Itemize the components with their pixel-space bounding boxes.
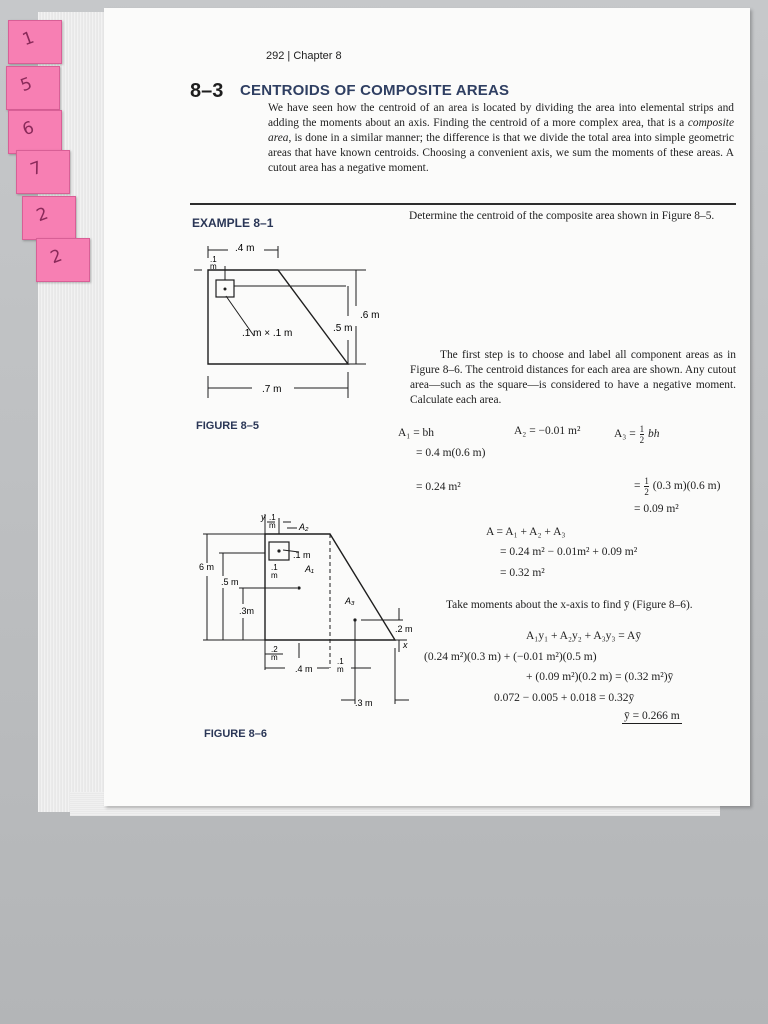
figure-8-6-diagram [195, 508, 430, 713]
fraction-numerator: 1 [639, 424, 645, 434]
dim-2m: .2 m [395, 624, 413, 634]
dim-1-bottom: m [269, 521, 276, 530]
figure-8-5-caption: FIGURE 8–5 [196, 420, 259, 432]
dim-6: 6 m [199, 562, 215, 572]
dim-top-label: .4 m [235, 243, 255, 254]
dim-height-label: .6 m [360, 310, 380, 321]
fraction-denominator: 2 [639, 435, 645, 445]
running-head: 292 | Chapter 8 [266, 50, 342, 62]
sticky-tab [8, 20, 62, 64]
fraction-numerator: 1 [644, 476, 649, 486]
sticky-tab [22, 196, 76, 240]
centroid-a1-dot [297, 586, 300, 589]
sticky-tab-mark: 2 [47, 245, 65, 269]
sticky-tab [16, 150, 70, 194]
sticky-tab-mark: 7 [27, 157, 45, 181]
section-title: CENTROIDS OF COMPOSITE AREAS [240, 82, 510, 99]
eq-moment-line1: A₁y₁ + A₂y₂ + A₃y₃ = Aȳ [526, 630, 642, 642]
x-axis-label: x [403, 640, 408, 650]
dim-mid-height-label: .5 m [333, 323, 353, 334]
eq-a3-suffix: bh [647, 428, 660, 441]
eq-moment-line3: + (0.09 m²)(0.2 m) = (0.32 m²)ȳ [526, 671, 674, 683]
eq-moment-line2: (0.24 m²)(0.3 m) + (−0.01 m²)(0.5 m) [424, 651, 597, 663]
figure-8-5-diagram [190, 236, 390, 406]
eq-a1-line2: = 0.4 m(0.6 m) [416, 447, 486, 459]
dim-1b-bottom: m [337, 665, 344, 674]
eq-result: ȳ = 0.266 m [624, 710, 680, 722]
eq-sum-line1: A = A₁ + A₂ + A₃ [486, 526, 566, 538]
example-problem: Determine the centroid of the composite area shown in Figure 8–5. [409, 210, 715, 222]
dim-1-side-bottom: m [271, 571, 278, 580]
sticky-tab-mark: 2 [33, 203, 51, 227]
eq-sum-line3: = 0.32 m² [500, 567, 545, 579]
sticky-tab [36, 238, 90, 282]
section-number: 8–3 [190, 80, 224, 102]
square-center-dot [224, 288, 227, 291]
dim-point1: .1 m [293, 550, 311, 560]
step1-paragraph: The first step is to choose and label all component areas as in Figure 8–6. The centroid distances for each area are shown. Any cutout area—such as the square—is considered to have a negative moment. Calculate each area. [410, 349, 736, 406]
eq-a1-line3: = 0.24 m² [416, 481, 461, 493]
centroid-a2-dot [277, 549, 280, 552]
sticky-tab-mark: 5 [17, 73, 35, 97]
dim-2-bottom: m [271, 653, 278, 662]
dim-3m-bottom: .3 m [355, 698, 373, 708]
dim-small-label: m [210, 262, 217, 271]
dim-1b-top: .1 [337, 657, 344, 666]
sticky-tab [8, 110, 62, 154]
centroid-a3-dot [353, 618, 356, 621]
dim-5: .5 m [221, 577, 239, 587]
dim-2-top: .2 [271, 645, 278, 654]
eq-a3-fraction [640, 424, 645, 445]
eq-a1-line1: A₁ = bh [398, 427, 435, 439]
dim-1-top: .1 [269, 513, 276, 522]
dim-4: .4 m [295, 664, 313, 674]
dim-small-label: .1 [210, 255, 217, 264]
eq-a3-eq-sign: = [634, 480, 641, 493]
fraction-denominator: 2 [644, 487, 649, 497]
eq-a3-fraction [644, 476, 649, 497]
intro-paragraph [268, 101, 734, 176]
figure-8-6-caption: FIGURE 8–6 [204, 728, 267, 740]
area-a2-label: A₂ [299, 522, 309, 532]
y-axis-label: y [261, 512, 266, 522]
eq-sum-line2: = 0.24 m² − 0.01m² + 0.09 m² [500, 546, 638, 558]
eq-moment-line4: 0.072 − 0.005 + 0.018 = 0.32ȳ [494, 692, 635, 704]
dim-1-side-top: .1 [271, 563, 278, 572]
eq-a3-line2-rest: (0.3 m)(0.6 m) [652, 480, 721, 493]
eq-a3-line2 [634, 476, 720, 497]
area-a1-label: A₁ [305, 564, 314, 574]
section-divider [190, 203, 736, 205]
dim-3: .3m [239, 606, 255, 616]
eq-a3-prefix: A₃ = [614, 428, 636, 441]
sticky-tab [6, 66, 60, 110]
dim-bottom-label: .7 m [262, 384, 282, 395]
sticky-tab-mark: 6 [19, 117, 37, 141]
eq-a3-line1 [614, 424, 659, 445]
intro-text: We have seen how the centroid of an area is located by dividing the area into elemental strips and adding the moments about an axis. Finding the centroid of a more complex area, that is a [268, 102, 734, 129]
sticky-tab-mark: 1 [19, 27, 37, 51]
example-label: EXAMPLE 8–1 [192, 216, 274, 230]
intro-emphasis: composite area [268, 117, 734, 144]
eq-a3-line3: = 0.09 m² [634, 503, 679, 515]
dim-square-label: .1 m × .1 m [242, 328, 293, 339]
area-a3-label: A₃ [345, 596, 355, 606]
intro-text: , is done in a similar manner; the difference is that we divide the total area into simple geometric areas that have known centroids. Choosing a convenient axis, we sum the moments of these areas. A cutout area has a negative moment. [268, 132, 734, 174]
moments-text: Take moments about the x-axis to find ȳ (Figure 8–6). [446, 599, 693, 611]
composite-shape-outline [208, 270, 348, 364]
eq-a2: A₂ = −0.01 m² [514, 425, 581, 437]
